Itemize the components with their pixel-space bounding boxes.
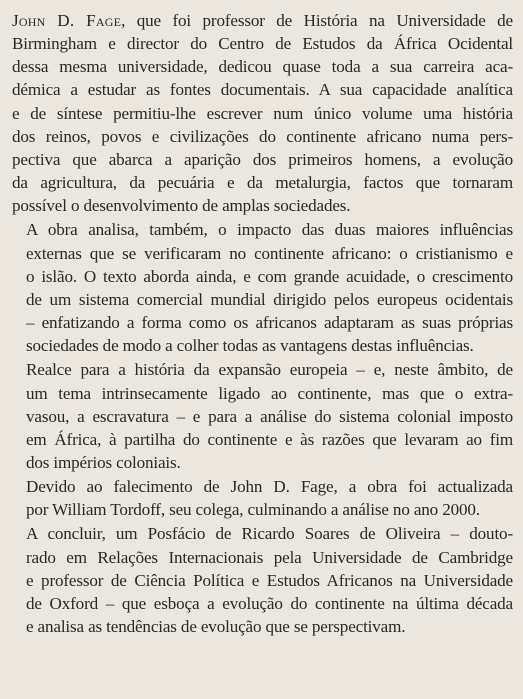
text-line: de Oxford – que esboça a evolução do continente na última década	[26, 593, 513, 613]
text-line: – enfatizando a forma como os africanos adaptaram as suas próprias	[26, 313, 513, 333]
text-line: Devido ao falecimento de John D. Fage, a obra foi actualizada	[26, 477, 513, 497]
text-line: pectiva que abarca a aparição dos primeiros homens, a evolução	[12, 149, 513, 169]
text-line: Realce para a história da expansão europeia – e, neste âmbito, de	[26, 360, 513, 380]
text-line: e de síntese permitiu-lhe escrever num único volume uma história	[12, 103, 513, 123]
paragraph-postface	[12, 522, 513, 638]
text-line	[12, 9, 513, 32]
text-line: Birmingham e director do Centro de Estudos da África Ocidental	[12, 34, 513, 54]
text-line: démica a estudar as fontes documentais. A sua capacidade analítica	[12, 80, 513, 100]
text-line: o islão. O texto aborda ainda, e com grande acuidade, o crescimento	[26, 266, 513, 286]
paragraph-influences	[12, 218, 513, 357]
paragraph-expansion	[12, 358, 513, 474]
paragraph-author-bio	[12, 9, 513, 217]
text-line: dos reinos, povos e civilizações do continente africano numa pers-	[12, 126, 513, 146]
text-line: dessa mesma universidade, dedicou quase toda a sua carreira aca-	[12, 57, 513, 77]
text-line-rest: , que foi professor de História na Universidade de	[121, 11, 513, 30]
text-line: e analisa as tendências de evolução que se perspectivam.	[26, 617, 406, 637]
text-line: A concluir, um Posfácio de Ricardo Soares de Oliveira – douto-	[26, 524, 513, 544]
text-line: vasou, a escravatura – e para a análise do sistema colonial imposto	[26, 406, 513, 426]
text-line: dos impérios coloniais.	[26, 452, 181, 472]
book-description	[12, 9, 513, 638]
text-line: e professor de Ciência Política e Estudos Africanos na Universidade	[26, 570, 513, 590]
text-line: possível o desenvolvimento de amplas sociedades.	[12, 196, 351, 216]
text-line: A obra analisa, também, o impacto das duas maiores influências	[26, 220, 513, 240]
text-line: rado em Relações Internacionais pela Universidade de Cambridge	[26, 547, 513, 567]
text-line: em África, à partilha do continente e às razões que levaram ao fim	[26, 429, 513, 449]
text-line: um tema intrinsecamente ligado ao continente, mas que o extra-	[26, 383, 513, 403]
text-line: externas que se verificaram no continente africano: o cristianismo e	[26, 243, 513, 263]
text-line: sociedades de modo a colher todas as vantagens destas influências.	[26, 336, 474, 356]
text-line: da agricultura, da pecuária e da metalurgia, factos que tornaram	[12, 173, 513, 193]
text-line: de um sistema comercial mundial dirigido pelos europeus ocidentais	[26, 289, 513, 309]
paragraph-update	[12, 475, 513, 521]
author-name: John D. Fage	[12, 11, 122, 30]
text-line: por William Tordoff, seu colega, culminando a análise no ano 2000.	[26, 500, 480, 520]
